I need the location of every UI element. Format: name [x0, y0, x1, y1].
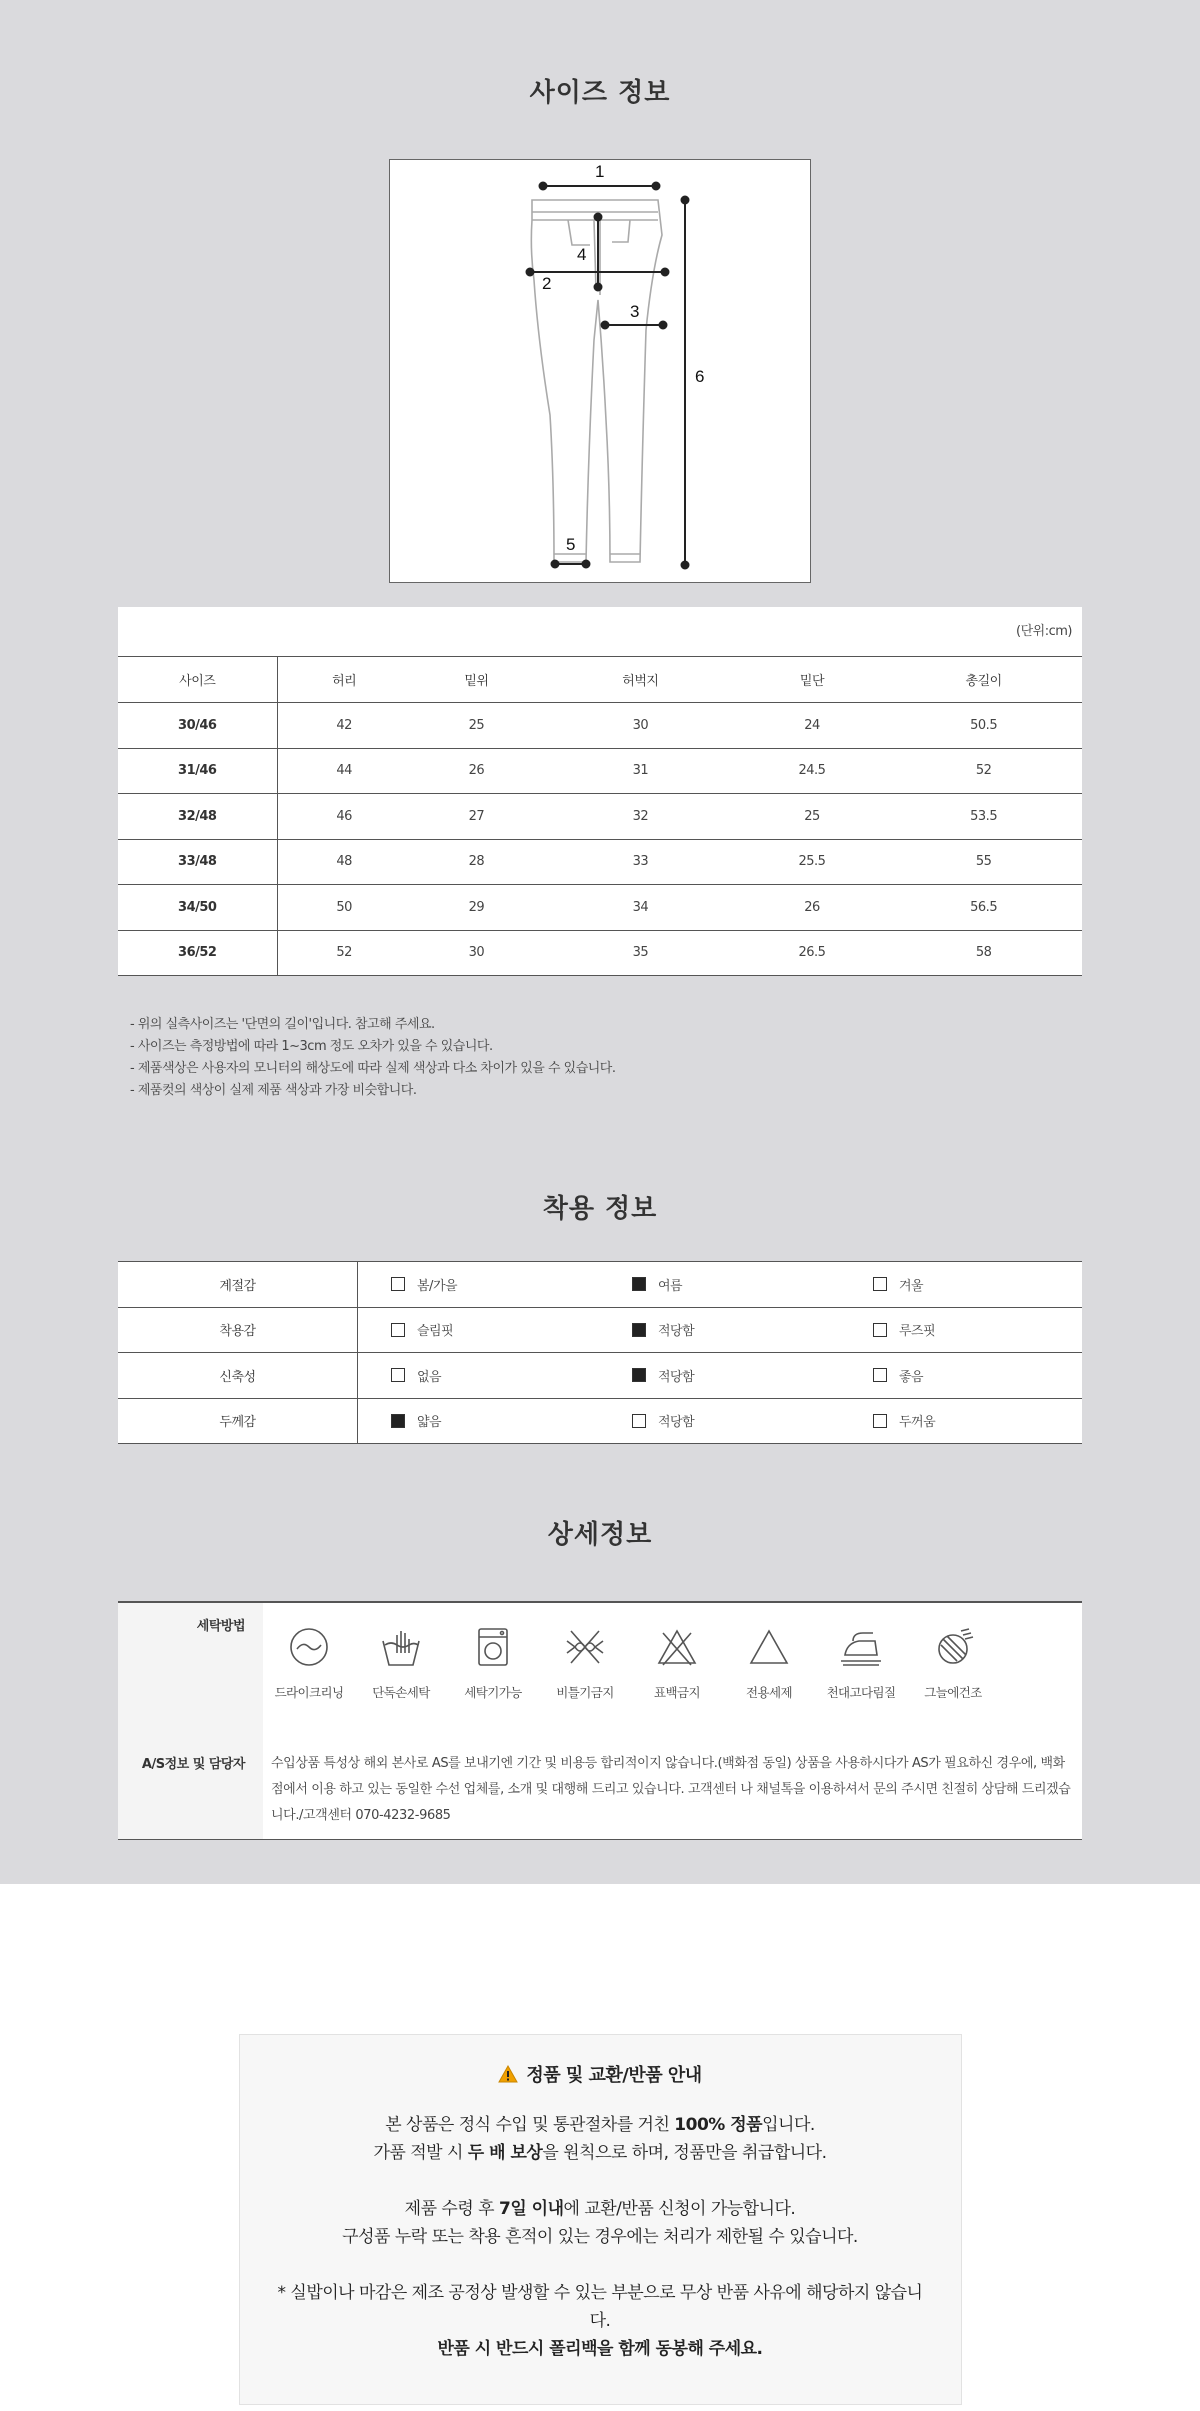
header-thigh: 허벅지 — [542, 657, 739, 703]
fit-option: 겨울 — [840, 1275, 1081, 1294]
as-info-text: 수입상품 특성상 해외 본사로 AS를 보내기엔 기간 및 비용등 합리적이지 않습니다.(백화점 동일) 상품을 사용하시다가 AS가 필요하신 경우에, 백화점에서 이용 하고 있는 동일한 수선 업체를, 소개 및 대행해 드리고 있습니다. 고객센터 나 채널톡을 이용하셔서 문의 주시면 친절히 상담해 드리겠습니다./고객센터 070-4232-9685 — [271, 1756, 1071, 1823]
wash-item-label: 단독손세탁 — [372, 1685, 430, 1700]
fit-label: 두께감 — [118, 1399, 358, 1444]
wash-item-label: 비틀기금지 — [556, 1685, 614, 1700]
checkbox-checked-icon — [391, 1414, 405, 1428]
header-size: 사이즈 — [118, 657, 277, 703]
cell-rise: 26 — [411, 748, 542, 794]
cell-size: 32/48 — [118, 794, 277, 840]
table-row — [118, 794, 1082, 840]
table-row — [118, 703, 1082, 749]
header-hem: 밑단 — [739, 657, 886, 703]
wash-item — [815, 1625, 907, 1701]
notice-line: * 실밥이나 마감은 제조 공정상 발생할 수 있는 부분으로 무상 반품 사유에 해당하지 않습니다. — [277, 2283, 923, 2331]
size-info-title: 사이즈 정보 — [529, 78, 671, 108]
notice-line: 구성품 누락 또는 착용 흔적이 있는 경우에는 처리가 제한될 수 있습니다. — [342, 2227, 858, 2247]
shade-dry-icon — [931, 1625, 975, 1669]
cell-waist: 46 — [277, 794, 411, 840]
cell-rise: 29 — [411, 885, 542, 931]
detergent-icon — [747, 1625, 791, 1669]
table-row — [118, 839, 1082, 885]
checkbox-checked-icon — [632, 1368, 646, 1382]
cell-thigh: 35 — [542, 930, 739, 976]
table-row — [118, 930, 1082, 976]
cell-rise: 28 — [411, 839, 542, 885]
cell-hem: 25 — [739, 794, 886, 840]
cell-length: 55 — [885, 839, 1082, 885]
fit-info-title: 착용 정보 — [542, 1194, 658, 1224]
cell-size: 36/52 — [118, 930, 277, 976]
note-line: - 위의 실측사이즈는 '단면의 길이'입니다. 참고해 주세요. — [130, 1017, 435, 1032]
fit-label: 계절감 — [118, 1262, 358, 1307]
size-notes — [118, 1014, 1082, 1102]
notice-line: 본 상품은 정식 수입 및 통관절차를 거친 100% 정품입니다. — [385, 2115, 815, 2135]
cell-rise: 27 — [411, 794, 542, 840]
detail-info-title: 상세정보 — [547, 1520, 653, 1550]
genuine-return-notice — [239, 2034, 962, 2405]
notice-line: 가품 적발 시 두 배 보상을 원칙으로 하며, 정품만을 취급합니다. — [373, 2143, 827, 2163]
machine-wash-icon — [471, 1625, 515, 1669]
cell-thigh: 34 — [542, 885, 739, 931]
hand-wash-icon — [379, 1625, 423, 1669]
no-bleach-icon — [655, 1625, 699, 1669]
iron-cloth-icon — [839, 1625, 883, 1669]
cell-hem: 24 — [739, 703, 886, 749]
wash-item-label: 그늘에건조 — [924, 1685, 982, 1700]
fit-row-fit — [118, 1308, 1082, 1354]
checkbox-checked-icon — [632, 1277, 646, 1291]
wash-item — [447, 1625, 539, 1701]
pants-illustration — [390, 160, 812, 584]
cell-hem: 26.5 — [739, 930, 886, 976]
checkbox-icon — [391, 1277, 405, 1291]
checkbox-icon — [873, 1368, 887, 1382]
checkbox-icon — [391, 1368, 405, 1382]
notice-line-bold: 반품 시 반드시 폴리백을 함께 동봉해 주세요. — [437, 2339, 763, 2359]
label-5: 5 — [566, 535, 576, 554]
header-waist: 허리 — [277, 657, 411, 703]
cell-hem: 26 — [739, 885, 886, 931]
bottom-spacer — [0, 2405, 1200, 2411]
fit-table — [118, 1261, 1082, 1444]
notice-title: 정품 및 교환/반품 안내 — [526, 2065, 702, 2086]
header-rise: 밑위 — [411, 657, 542, 703]
checkbox-icon — [873, 1277, 887, 1291]
fit-option: 봄/가을 — [358, 1275, 599, 1294]
notice-group-genuine — [240, 2111, 961, 2167]
cell-rise: 30 — [411, 930, 542, 976]
pants-size-diagram — [389, 159, 811, 583]
wash-item-label: 세탁기가능 — [464, 1685, 522, 1700]
size-table-header — [118, 657, 1082, 703]
notice-group-return — [240, 2195, 961, 2251]
warning-icon — [498, 2065, 518, 2083]
wash-item-label: 전용세제 — [746, 1685, 792, 1700]
label-6: 6 — [695, 367, 705, 386]
no-wring-icon — [563, 1625, 607, 1669]
size-table-container — [118, 607, 1082, 976]
cell-hem: 25.5 — [739, 839, 886, 885]
fit-option: 적당함 — [599, 1366, 840, 1385]
fit-option: 좋음 — [840, 1366, 1081, 1385]
wash-item — [355, 1625, 447, 1701]
fit-option: 슬림핏 — [358, 1320, 599, 1339]
checkbox-icon — [873, 1323, 887, 1337]
wash-item — [631, 1625, 723, 1701]
checkbox-icon — [632, 1414, 646, 1428]
fit-row-stretch — [118, 1353, 1082, 1399]
label-2: 2 — [542, 274, 552, 293]
detail-label-column — [118, 1603, 263, 1839]
checkbox-icon — [873, 1414, 887, 1428]
note-line: - 제품색상은 사용자의 모니터의 해상도에 따라 실제 색상과 다소 차이가 있을 수 있습니다. — [130, 1061, 616, 1076]
cell-hem: 24.5 — [739, 748, 886, 794]
fit-option: 없음 — [358, 1366, 599, 1385]
diagram-labels — [542, 162, 704, 554]
note-line: - 사이즈는 측정방법에 따라 1~3cm 정도 오차가 있을 수 있습니다. — [130, 1039, 493, 1054]
cell-waist: 52 — [277, 930, 411, 976]
table-row — [118, 885, 1082, 931]
unit-label: (단위:cm) — [118, 607, 1082, 657]
label-4: 4 — [577, 245, 587, 264]
fit-option: 적당함 — [599, 1411, 840, 1430]
fit-option: 두꺼움 — [840, 1411, 1081, 1430]
fit-row-thickness — [118, 1399, 1082, 1445]
cell-length: 50.5 — [885, 703, 1082, 749]
size-table — [118, 657, 1082, 976]
wash-item — [263, 1625, 355, 1701]
cell-waist: 50 — [277, 885, 411, 931]
wash-item — [907, 1625, 999, 1701]
cell-length: 56.5 — [885, 885, 1082, 931]
fit-option: 적당함 — [599, 1320, 840, 1339]
cell-thigh: 31 — [542, 748, 739, 794]
note-line: - 제품컷의 색상이 실제 제품 색상과 가장 비슷합니다. — [130, 1083, 417, 1098]
dry-clean-icon — [287, 1625, 331, 1669]
cell-length: 52 — [885, 748, 1082, 794]
cell-waist: 48 — [277, 839, 411, 885]
cell-thigh: 30 — [542, 703, 739, 749]
cell-waist: 44 — [277, 748, 411, 794]
cell-size: 31/46 — [118, 748, 277, 794]
checkbox-checked-icon — [632, 1323, 646, 1337]
wash-item — [539, 1625, 631, 1701]
header-length: 총길이 — [885, 657, 1082, 703]
fit-label: 신축성 — [118, 1353, 358, 1398]
cell-length: 53.5 — [885, 794, 1082, 840]
cell-thigh: 32 — [542, 794, 739, 840]
detail-table — [118, 1601, 1082, 1840]
notice-group-caution — [240, 2279, 961, 2363]
label-1: 1 — [595, 162, 605, 181]
fit-row-season — [118, 1262, 1082, 1308]
cell-length: 58 — [885, 930, 1082, 976]
cell-size: 30/46 — [118, 703, 277, 749]
notice-line: 제품 수령 후 7일 이내에 교환/반품 신청이 가능합니다. — [404, 2199, 796, 2219]
wash-item — [723, 1625, 815, 1701]
wash-item-label: 표백금지 — [654, 1685, 700, 1700]
wash-item-label: 드라이크리닝 — [274, 1685, 344, 1700]
table-row — [118, 748, 1082, 794]
wash-label: 세탁방법 — [196, 1619, 245, 1634]
label-3: 3 — [630, 302, 640, 321]
fit-option: 여름 — [599, 1275, 840, 1294]
fit-label: 착용감 — [118, 1308, 358, 1353]
cell-rise: 25 — [411, 703, 542, 749]
spacer — [0, 1884, 1200, 2034]
detail-body — [263, 1603, 1082, 1839]
cell-waist: 42 — [277, 703, 411, 749]
fit-option: 루즈핏 — [840, 1320, 1081, 1339]
wash-item-label: 천대고다림질 — [826, 1685, 896, 1700]
fit-option: 얇음 — [358, 1411, 599, 1430]
notice-heading — [240, 2061, 961, 2087]
wash-icons — [263, 1625, 999, 1701]
as-label: A/S정보 및 담당자 — [141, 1757, 245, 1772]
cell-size: 33/48 — [118, 839, 277, 885]
cell-size: 34/50 — [118, 885, 277, 931]
cell-thigh: 33 — [542, 839, 739, 885]
checkbox-icon — [391, 1323, 405, 1337]
